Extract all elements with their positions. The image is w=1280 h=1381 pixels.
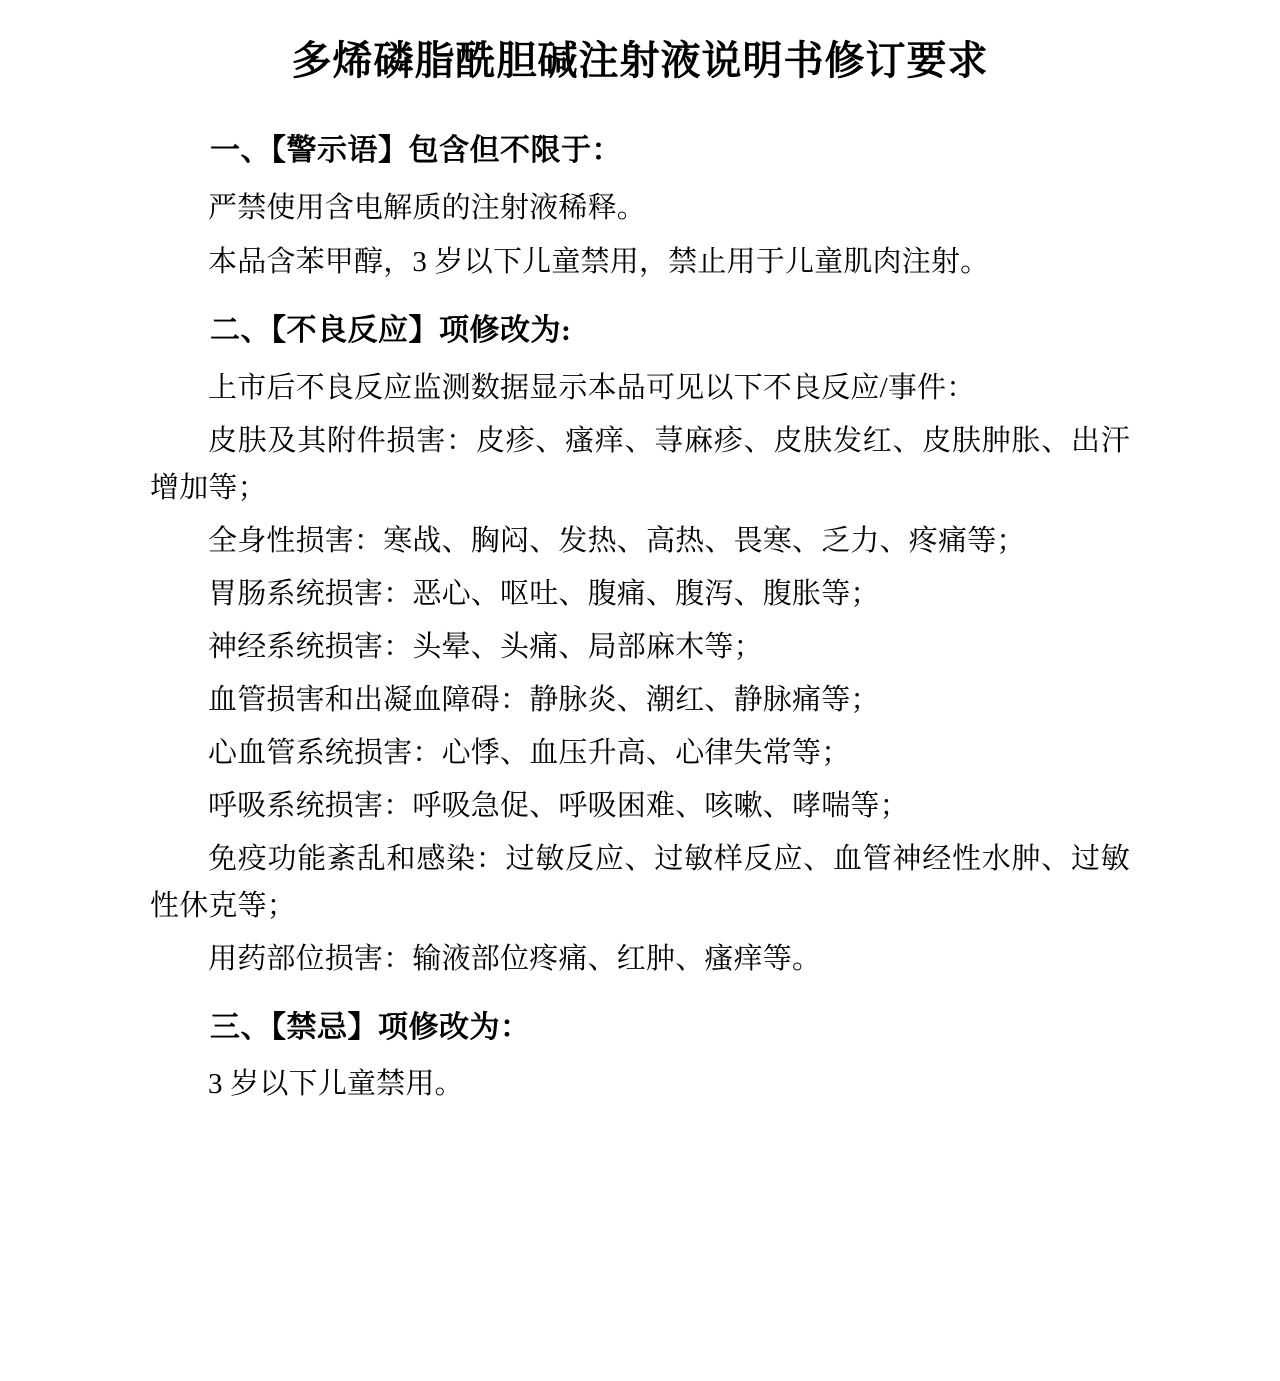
paragraph: 用药部位损害：输液部位疼痛、红肿、瘙痒等。 [208, 942, 822, 975]
paragraph: 皮肤及其附件损害：皮疹、瘙痒、荨麻疹、皮肤发红、皮肤肿胀、出汗增加等； [150, 424, 1130, 504]
paragraph: 上市后不良反应监测数据显示本品可见以下不良反应/事件： [208, 371, 976, 404]
document-section-2 [150, 308, 1130, 982]
paragraph: 呼吸系统损害：呼吸急促、呼吸困难、咳嗽、哮喘等； [208, 789, 909, 822]
paragraph: 心血管系统损害：心悸、血压升高、心律失常等； [208, 736, 851, 769]
section-heading-adverse-reactions: 二、【不良反应】项修改为: [210, 314, 572, 348]
section-heading-contraindications: 三、【禁忌】项修改为： [210, 1010, 531, 1044]
paragraph: 严禁使用含电解质的注射液稀释。 [208, 191, 647, 224]
paragraph: 全身性损害：寒战、胸闷、发热、高热、畏寒、乏力、疼痛等； [208, 524, 1026, 557]
document-section-3 [150, 1005, 1130, 1108]
paragraph: 胃肠系统损害：恶心、呕吐、腹痛、腹泻、腹胀等； [208, 577, 880, 610]
paragraph: 本品含苯甲醇，3 岁以下儿童禁用，禁止用于儿童肌肉注射。 [208, 246, 990, 279]
paragraph: 神经系统损害：头晕、头痛、局部麻木等； [208, 630, 763, 663]
page-title: 多烯磷脂酰胆碱注射液说明书修订要求 [291, 38, 989, 83]
paragraph: 3 岁以下儿童禁用。 [208, 1068, 464, 1101]
section-heading-warning: 一、【警示语】包含但不限于： [210, 134, 622, 167]
document-section-1 [150, 128, 1130, 286]
paragraph: 血管损害和出凝血障碍：静脉炎、潮红、静脉痛等； [208, 683, 880, 716]
paragraph: 免疫功能紊乱和感染：过敏反应、过敏样反应、血管神经性水肿、过敏性休克等； [150, 842, 1130, 922]
